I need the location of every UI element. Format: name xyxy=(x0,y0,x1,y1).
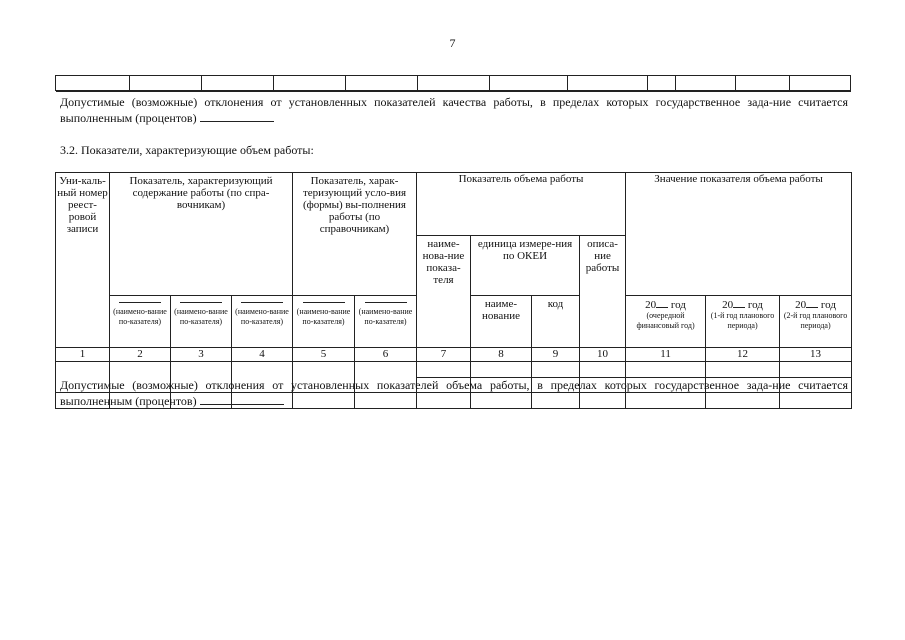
sub-indicator-1: (наимено-вание по-казателя) xyxy=(110,296,171,348)
col-volume-name: наиме-нова-ние показа-теля xyxy=(417,235,471,348)
section-heading: 3.2. Показатели, характеризующие объем работы: xyxy=(60,143,314,157)
previous-table-continuation xyxy=(55,75,851,92)
sub-indicator-2: (наимено-вание по-казателя) xyxy=(171,296,232,348)
col-conditions: Показатель, харак-теризующий усло-вия (формы) вы-полнения работы (по справочникам) xyxy=(293,173,417,236)
table-row xyxy=(56,76,851,91)
page-number: 7 xyxy=(449,36,456,50)
quality-deviation-note: Допустимые (возможные) отклонения от установленных показателей качества работы, в пределах которых государственное зада-ние считается выполненным (процентов) xyxy=(60,95,848,125)
col-year-2: 20 год (1-й год планового периода) xyxy=(706,296,780,348)
col-content: Показатель, характеризующий содержание работы (по спра-вочникам) xyxy=(110,173,293,236)
col-value: Значение показателя объема работы xyxy=(626,173,852,296)
sub-indicator-5: (наимено-вание по-казателя) xyxy=(355,296,417,348)
header-row-1 xyxy=(56,173,852,236)
table-row xyxy=(56,362,852,378)
col-year-3: 20 год (2-й год планового периода) xyxy=(780,296,852,348)
col-description: описа-ние работы xyxy=(580,235,626,348)
col-unit-code: код xyxy=(532,296,580,348)
column-numbers-row: 1 2 3 4 5 6 7 8 9 10 11 12 13 xyxy=(56,348,852,362)
col-unit: единица измере-ния по ОКЕИ xyxy=(471,235,580,296)
volume-deviation-blank xyxy=(200,393,284,405)
sub-indicator-3: (наимено-вание по-казателя) xyxy=(232,296,293,348)
col-year-1: 20 год (очередной финансовый год) xyxy=(626,296,706,348)
col-unit-name: наиме-нование xyxy=(471,296,532,348)
col-unique-number: Уни-каль-ный номер реест-ровой записи xyxy=(56,173,110,348)
sub-indicator-4: (наимено-вание по-казателя) xyxy=(293,296,355,348)
quality-deviation-blank xyxy=(200,110,274,122)
col-volume: Показатель объема работы xyxy=(417,173,626,236)
volume-indicators-table xyxy=(55,172,852,409)
volume-deviation-note: Допустимые (возможные) отклонения от установленных показателей объема работы, в пределах которых государственное зада-ние считается выполненным (процентов) xyxy=(60,378,848,408)
